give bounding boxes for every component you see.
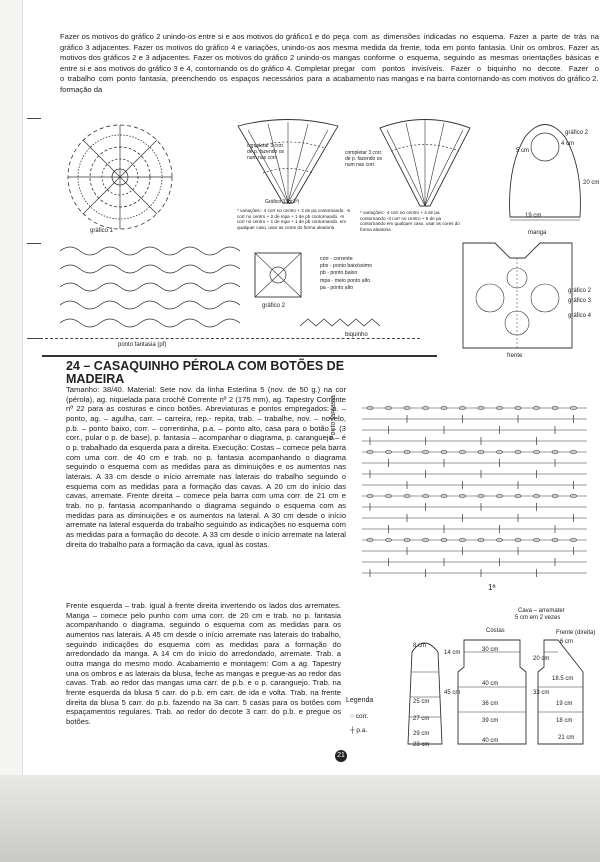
scan-background — [0, 775, 600, 862]
biquinho-diagram — [300, 316, 380, 330]
binding-margin — [0, 0, 23, 862]
manga-dim-1: 5 cm — [516, 148, 530, 154]
grafico-4-fan-diagram — [375, 116, 475, 211]
completar-note-1: completar 3 corr. de p. fazendo os num nas corr. — [247, 143, 285, 161]
frente-label: frente — [507, 353, 523, 359]
symbol-legend-item: pbx - ponto baixíssimo — [320, 263, 372, 270]
schema-dim: 40 cm — [482, 738, 499, 744]
schema-dim: 29 cm — [413, 731, 430, 737]
schema-dim: 45 cm — [444, 690, 461, 696]
top-left-paragraph: Fazer os motivos do gráfico 2 unindo-os entre si e aos motivos do gráfico1 e do gráfico 3 adjacentes. Fazer os motivos do gráfico 4 e variações, unindo-os aos motivos dos gráficos 2 e 3 adjacentes. Fazer os motivos do gráfico 2 unindo-os entre si e aos motivos do gráfico 3 e 4, contornando os do gráfico 4. Completar o trabalho com ponto fantasia, preenchendo os espaços necessários para a formação da — [60, 32, 330, 94]
schema-frente-label: Frente (direita) — [556, 630, 596, 636]
schema-dim: 36 cm — [482, 701, 499, 707]
schema-costas-label: Costas — [486, 628, 505, 634]
schema-dim: 39 cm — [482, 718, 499, 724]
grafico-1-diagram — [60, 115, 180, 230]
symbol-legend — [320, 256, 372, 292]
schema-cava-label: Cava – arremater — [518, 608, 565, 614]
symbol-legend-item: pb - ponto baixo — [320, 270, 358, 277]
schema-dim: 40 cm — [482, 681, 499, 687]
grafico-1-label: gráfico 1 — [90, 228, 114, 234]
variacoes-note-2: * variações:- 4 corr no centro + 4 de pa contornando -3 corr no centro + 5 de pa contornando em qualquer caso, usar as cores do forma aleatoria — [360, 210, 460, 232]
frente-grafico-label: gráfico 4 — [568, 313, 592, 319]
instructions-paragraph-2: Frente esquerda – trab. igual à frente direita invertendo os lados dos arremates. Manga – comece pelo punho com uma corr. de 20 cm e trab. no p. fantasia acompanhando o diagrama, seguindo o esquema com as medidas para os aumentos nas laterais. A 45 cm desde o início arremate nas laterais do trabalho, seguindo indicações do esquema com as medidas para a formação do arredondado da manga. A 14 cm do início do arredondado, arremate. Trab. a outra manga do mesmo modo. Acabamento e montagem: Com a ag. Tapestry una os ombros e as laterais da blusa, feche as mangas e pregue-as ao redor das cavas. Trab. ao redor das mangas uma carr. de p.b. e o p. caranguejo. Trab. na frente esquerda da blusa 5 carr. do p.b. em carr. de ida e volta. Trab. na frente direita da blusa 5 carr. do p.b. fazendo na 3a carr. 5 casas para os botões com espaçamentos regulares. Trab. ao redor do decote 3 carr. do p.b. e pregue os botões. — [66, 601, 341, 726]
section-title: 24 – CASAQUINHO PÉROLA COM BOTÕES DE MADEIRA — [66, 359, 345, 386]
legend-item-pa-text: p.a. — [356, 727, 368, 734]
schema-dim: 19 cm — [556, 701, 573, 707]
legend-title: Legenda — [346, 697, 374, 704]
legend-item-pa: ┼ p.a. — [350, 727, 368, 734]
page-number: 21 — [335, 750, 347, 762]
schema-dim: 18 cm — [556, 718, 573, 724]
variacoes-note-1: * variações:- 4 corr no centro + 2 de pa contornando. -5 corr no centro + 2 de mpa + 1 de pb contornando. -9 corr no centro + 1 de mpa + 1 de pb contornando. em qualquer caso, usar as cores do forma aleatoria — [237, 208, 350, 230]
schema-dim: 23 cm — [413, 742, 430, 748]
grafico-2-diagram — [253, 251, 303, 299]
schema-dim: 6 cm — [560, 639, 574, 645]
schema-dim: 8 cm — [413, 643, 427, 649]
ponto-fantasia-caption: ponto fantasia (pf) — [118, 342, 167, 348]
frente-schematic — [455, 238, 580, 353]
grafico-2-label: gráfico 2 — [262, 303, 286, 309]
grafico-3-fan-diagram — [233, 118, 343, 208]
chart-row-mark: 1ª — [488, 583, 496, 592]
ponto-fantasia-diagram — [60, 243, 240, 328]
heading-rule — [42, 355, 437, 357]
margin-mark — [27, 338, 41, 339]
schema-dim: 30 cm — [482, 647, 499, 653]
biquinho-label: biquinho — [345, 332, 368, 338]
legend-item-corr: ○ corr. — [350, 713, 369, 720]
grafico-3-label: Gráfico 3 (gr3ª) — [265, 199, 300, 205]
symbol-legend-item: mpa - meio ponto alto — [320, 277, 371, 284]
frente-grafico-label: gráfico 2 — [568, 288, 592, 294]
manga-dim-3: 19 cm — [525, 213, 542, 219]
legend-item-corr-text: corr. — [355, 713, 369, 720]
manga-grafico-label: gráfico 2 — [565, 130, 589, 136]
symbol-legend-item: pa - ponto alto — [320, 284, 354, 291]
margin-mark — [27, 243, 41, 244]
ponto-fantasia-vertical-label: Ponto fantasia — [330, 395, 337, 440]
instructions-paragraph: Tamanho: 38/40. Material: Sete nov. da linha Esterlina 5 (nov. de 50 g.) na cor (pérola), ag. niquelada para crochê Corrente nº 2 (175 mm), ag. Tapestry Corrente nº 22 para as costuras e cinco botões. Abreviaturas e pontos empregados: p. – ponto, ag. – agulha, carr. – carreira, rep.- repita, trab. – trabalhe, nov. – novelo, p.b. – ponto baixo, corr. – correntinha, p.a. – ponto alto, casa para o botão – (3 corr., pular o p. de base), p. fantasia – acompanhar o diagrama, p. caranguejo – é o p. trabalhado da esquerda para a direita. Execução: Costas – comece pela barra com uma corr. de 40 cm e trab. no p. fantasia acompanhando o diagrama seguindo o esquema com as medidas para as diminuições e os aumentos nas laterais. A 33 cm desde o início arremate nas laterais do trabalho seguindo o esquema com as medidas para a formação das cavas. A 20 cm do início das cavas, arremate. Frente direita – comece pela barra com uma corr. de 21 cm e trab. no p. fantasia acompanhando o diagrama seguindo o esquema com as medidas para as diminuições e os aumentos na lateral. A 30 cm desde o início arremate na lateral esquerda do trabalho seguindo as indicações no esquema com as medidas para a formação do decote. A 33 cm desde o início arremate na lateral direita do trabalho para a formação da cava, igual às costas. — [66, 385, 346, 549]
manga-dim-2: 4 cm — [561, 141, 575, 147]
schema-dim: 33 cm — [533, 690, 550, 696]
margin-mark — [27, 118, 41, 119]
schema-dim: 25 cm — [413, 699, 430, 705]
completar-note-2: completar 3 corr. de p. fazendo os num nas corr. — [345, 150, 383, 168]
schema-dim: 20 cm — [533, 656, 550, 662]
manga-dim-4: 20 cm — [583, 180, 600, 186]
schema-cava-sub: 5 cm em 2 vezes — [515, 615, 561, 621]
top-right-paragraph: peça com as dimensões indicadas no esquema. Fazer a parte de trás na mesma medida da frente, toda em ponto fantasia. Unir os ombros. Fazer as mangas conforme o esquema, seguindo as mesmas orientações básicas e pregar com pontos invisíveis. Fazer o biquinho no decote. Fazer o acabamento nas mangas e na barra contornando-as com motivos do gráfico 2. — [333, 32, 599, 83]
schema-dim: 14 cm — [444, 650, 461, 656]
section-divider — [40, 338, 420, 339]
symbol-legend-item: corr - corrente — [320, 256, 353, 262]
manga-label: manga — [528, 230, 547, 236]
ponto-fantasia-chart — [362, 403, 587, 581]
frente-grafico-label: gráfico 3 — [568, 298, 592, 304]
schema-dim: 18.5 cm — [552, 676, 574, 682]
schema-dim: 21 cm — [558, 735, 575, 741]
schema-dim: 27 cm — [413, 716, 430, 722]
